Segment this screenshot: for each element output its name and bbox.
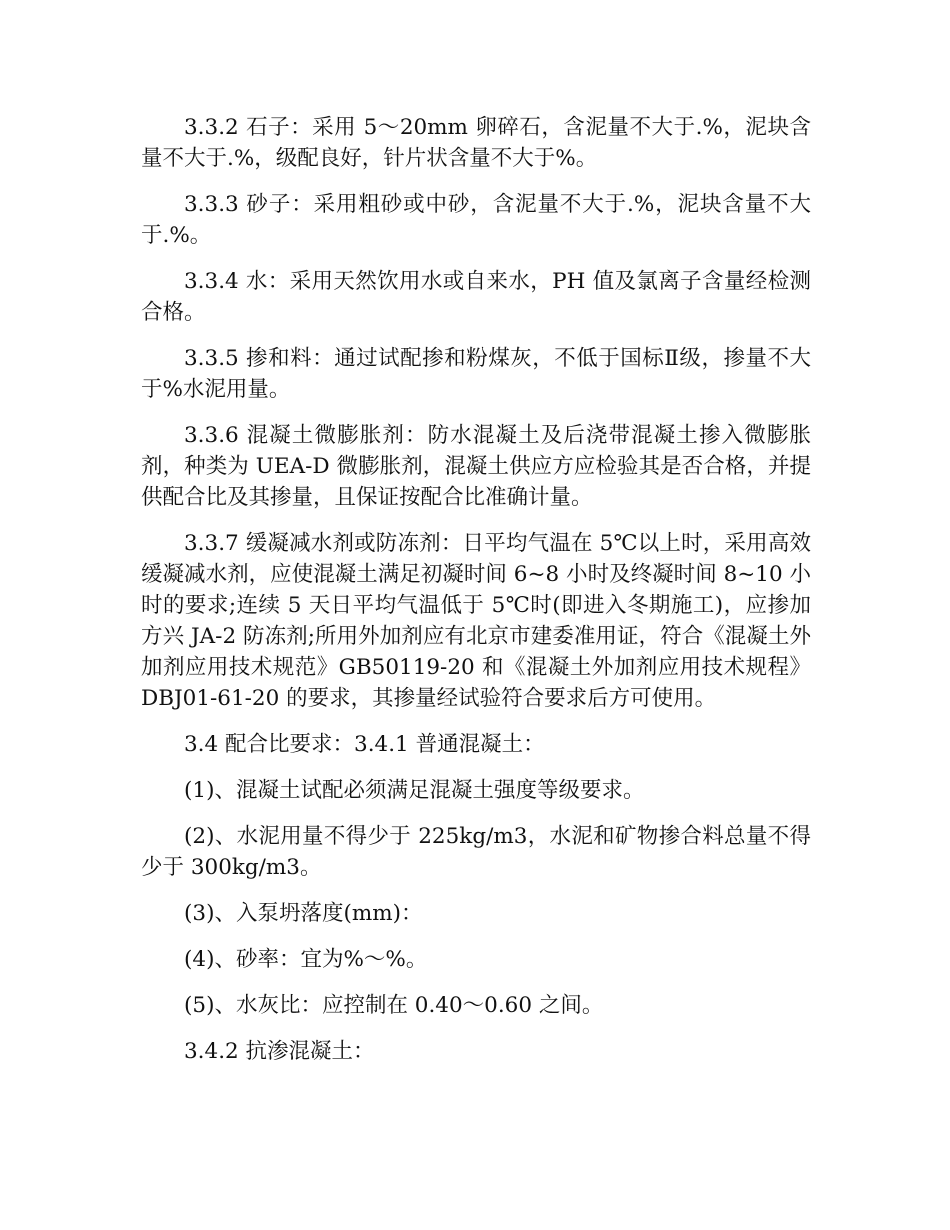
paragraph-3-3-6: 3.3.6 混凝土微膨胀剂：防水混凝土及后浇带混凝土掺入微膨胀剂，种类为 UEA-D 微膨胀剂，混凝土供应方应检验其是否合格，并提供配合比及其掺量，且保证按配合比准确计量。 [141, 423, 811, 510]
paragraph-3-3-2: 3.3.2 石子：采用 5～20mm 卵碎石，含泥量不大于.%，泥块含量不大于.%，级配良好，针片状含量不大于%。 [141, 115, 811, 171]
paragraph-3-3-4: 3.3.4 水：采用天然饮用水或自来水，PH 值及氯离子含量经检测合格。 [141, 269, 811, 325]
paragraph-3-3-5: 3.3.5 掺和料：通过试配掺和粉煤灰，不低于国标Ⅱ级，掺量不大于%水泥用量。 [141, 346, 811, 402]
paragraph-3-3-3: 3.3.3 砂子：采用粗砂或中砂，含泥量不大于.%，泥块含量不大于.%。 [141, 192, 811, 248]
paragraph-item-3: (3)、入泵坍落度(mm)： [184, 901, 423, 926]
paragraph-3-3-7: 3.3.7 缓凝减水剂或防冻剂：日平均气温在 5℃以上时，采用高效缓凝减水剂，应使混凝土满足初凝时间 6~8 小时及终凝时间 8~10 小时的要求;连续 5 天日平均气温低于 5℃时(即进入冬期施工)，应掺加方兴 JA-2 防冻剂;所用外加剂应有北京市建委准用证，符合《混凝土外加剂应用技术规范》GB50119-20 和《混凝土外加剂应用技术规程》DBJ01-61-20 的要求，其掺量经试验符合要求后方可使用。 [141, 531, 811, 711]
paragraph-3-4: 3.4 配合比要求：3.4.1 普通混凝土： [184, 732, 545, 757]
paragraph-3-4-2: 3.4.2 抗渗混凝土： [184, 1039, 375, 1064]
paragraph-item-4: (4)、砂率：宜为%～%。 [184, 947, 428, 972]
paragraph-item-5: (5)、水灰比：应控制在 0.40～0.60 之间。 [184, 993, 604, 1018]
paragraph-item-1: (1)、混凝土试配必须满足混凝土强度等级要求。 [184, 778, 645, 803]
paragraph-item-2: (2)、水泥用量不得少于 225kg/m3，水泥和矿物掺合料总量不得少于 300kg/m3。 [141, 824, 811, 880]
document-body [141, 112, 811, 1082]
